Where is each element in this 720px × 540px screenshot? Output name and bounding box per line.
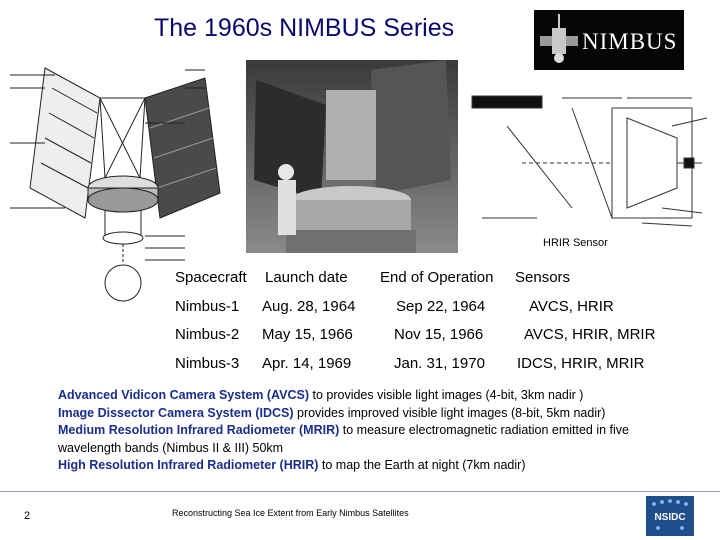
table-cell: Apr. 14, 1969 (262, 355, 352, 372)
nsidc-logo-icon (646, 496, 694, 536)
nimbus-logo-text: NIMBUS (582, 29, 678, 54)
table-header-end-of-operation: End of Operation (380, 269, 494, 286)
table-cell: Nimbus-3 (175, 355, 240, 372)
description-text: to map the Earth at night (7km nadir) (318, 458, 526, 472)
table-cell: Jan. 31, 1970 (394, 355, 485, 372)
nsidc-logo-text: NSIDC (654, 512, 686, 523)
hrir-sensor-diagram-icon (462, 78, 714, 236)
footer-title: Reconstructing Sea Ice Extent from Early Nimbus Satellites (172, 508, 409, 518)
table-header-spacecraft: Spacecraft (175, 269, 247, 286)
description-line (58, 422, 680, 457)
satellite-assembly-photo (246, 60, 458, 253)
table-header-sensors: Sensors (515, 269, 571, 286)
description-term: Image Dissector Camera System (IDCS) (58, 405, 294, 420)
nimbus-logo (534, 10, 684, 70)
footer-divider (0, 491, 720, 492)
description-term: Advanced Vidicon Camera System (AVCS) (58, 388, 310, 402)
description-line (58, 387, 680, 405)
description-text: to measure electromagnetic radiation emitted in five wavelength bands (Nimbus II & III) 50km (58, 423, 630, 455)
table-cell: IDCS, HRIR, MRIR (517, 355, 645, 372)
table-cell: AVCS, HRIR, MRIR (524, 326, 656, 343)
table-cell: May 15, 1966 (262, 326, 353, 343)
satellite-assembly-photo-icon (246, 60, 458, 253)
description-line (58, 405, 680, 423)
table-cell: Nimbus-2 (175, 326, 240, 343)
description-term: Medium Resolution Infrared Radiometer (MRIR) (58, 423, 340, 437)
slide-number: 2 (24, 510, 31, 522)
slide-title: The 1960s NIMBUS Series (154, 14, 455, 42)
sensor-descriptions (58, 387, 680, 475)
description-line (58, 457, 680, 475)
table-cell: Aug. 28, 1964 (262, 298, 356, 315)
description-text: provides improved visible light images (8-bit, 5km nadir) (293, 405, 606, 420)
table-cell: AVCS, HRIR (529, 298, 614, 315)
table-cell: Sep 22, 1964 (396, 298, 486, 315)
table-header-launch-date: Launch date (265, 269, 348, 286)
hrir-caption: HRIR Sensor (543, 237, 608, 249)
description-text: to provides visible light images (4-bit, 3km nadir ) (309, 388, 584, 402)
table-cell: Nov 15, 1966 (394, 326, 484, 343)
description-term: High Resolution Infrared Radiometer (HRIR) (58, 458, 319, 472)
table-cell: Nimbus-1 (175, 298, 240, 315)
